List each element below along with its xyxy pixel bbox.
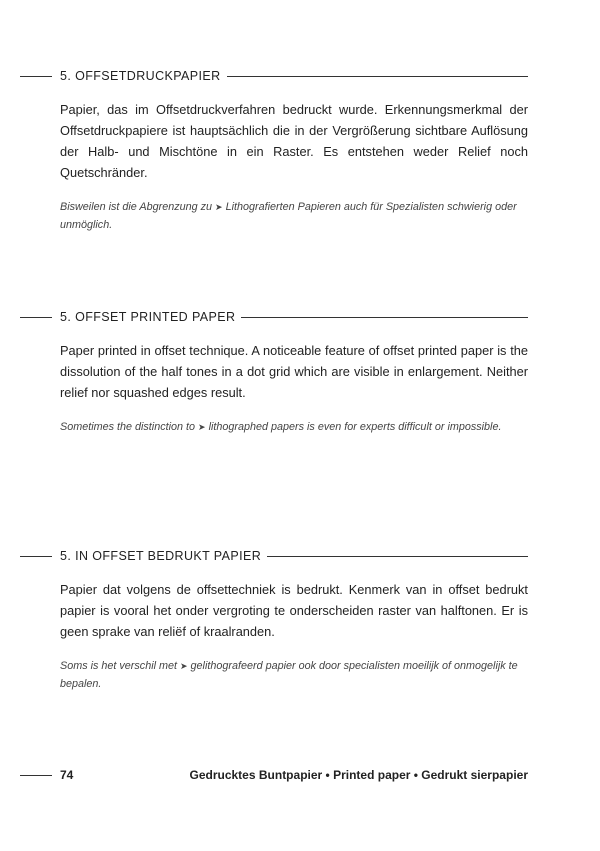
section-body: Papier dat volgens de offsettechniek is bedrukt. Kenmerk van in offset bedrukt papier is vooral het onder vergroting te onderscheiden raster van halftonen. Er is geen sprake van reliëf of kraalranden. (60, 582, 528, 639)
running-title: Gedrucktes Buntpapier • Printed paper • Gedrukt sierpapier (189, 768, 528, 782)
page-number: 74 (60, 768, 74, 782)
section-body: Paper printed in offset technique. A noticeable feature of offset printed paper is the dissolution of the half tones in a dot grid which are visible in enlargement. Neither relief nor squashed edges result. (60, 343, 528, 400)
note-text-after: Lithografierten Papieren auch für Spezialisten schwierig oder unmöglich. (60, 201, 517, 231)
section-note (60, 418, 528, 436)
heading-row (20, 307, 528, 327)
heading-row (20, 66, 528, 86)
heading-rule-left (20, 556, 52, 557)
section-german (20, 66, 528, 234)
heading-rule-right (267, 556, 528, 557)
note-text-after: lithographed papers is even for experts difficult or impossible. (208, 421, 502, 433)
heading-rule-right (241, 317, 528, 318)
section-note (60, 198, 528, 234)
heading-rule-right (227, 76, 528, 77)
note-text-after: gelithografeerd papier ook door specialisten moeilijk of onmogelijk te bepalen. (60, 660, 518, 690)
section-body: Papier, das im Offsetdruckverfahren bedruckt wurde. Erkennungsmerkmal der Offsetdruckpapiere ist hauptsächlich die in der Vergrößerung sichtbare Auflösung der Halb- und Mischtöne in ein Raster. Es entstehen weder Relief noch Quetschränder. (60, 102, 528, 180)
section-dutch (20, 546, 528, 693)
section-english (20, 307, 528, 436)
note-text-before: Bisweilen ist die Abgrenzung zu (60, 201, 213, 213)
cross-reference-arrow-icon: ➤ (198, 422, 206, 432)
cross-reference-arrow-icon: ➤ (215, 202, 223, 212)
heading-row (20, 546, 528, 566)
section-heading: 5. IN OFFSET BEDRUKT PAPIER (60, 549, 262, 563)
page-footer (20, 765, 528, 785)
section-heading: 5. OFFSETDRUCKPAPIER (60, 69, 221, 83)
footer-rule (20, 775, 52, 776)
heading-rule-left (20, 76, 52, 77)
heading-rule-left (20, 317, 52, 318)
note-text-before: Sometimes the distinction to (60, 421, 196, 433)
cross-reference-arrow-icon: ➤ (180, 661, 188, 671)
section-heading: 5. OFFSET PRINTED PAPER (60, 310, 236, 324)
note-text-before: Soms is het verschil met (60, 660, 177, 672)
section-note (60, 657, 528, 693)
